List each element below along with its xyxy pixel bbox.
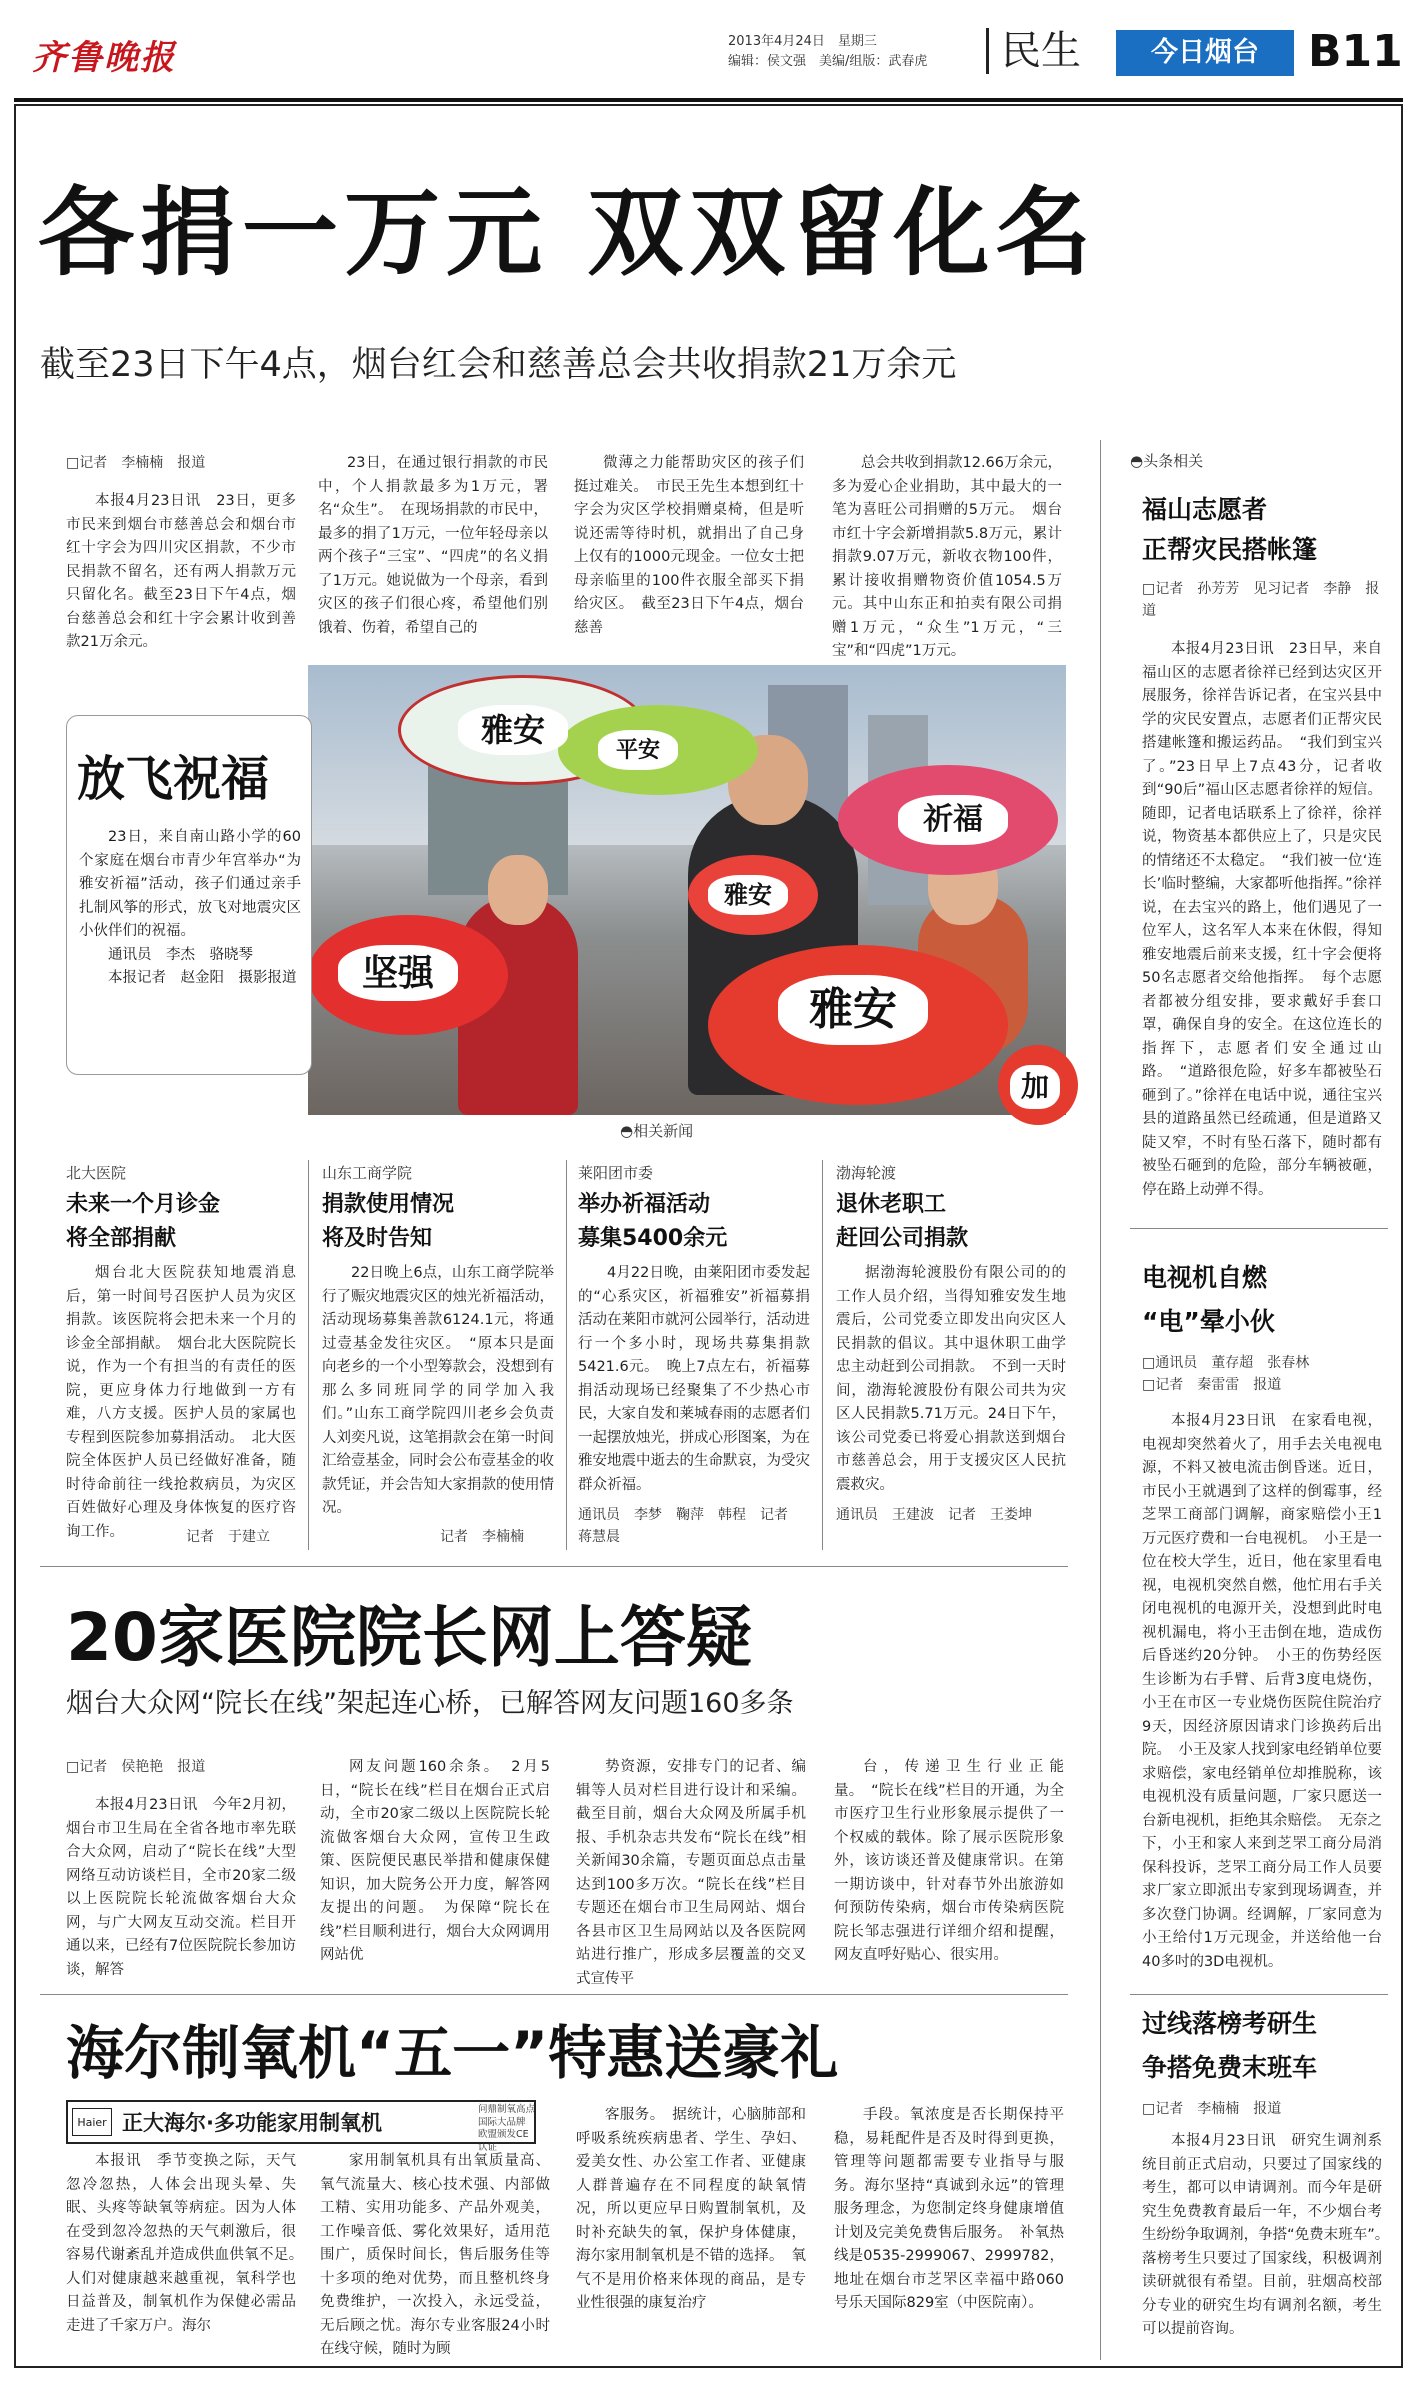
lead-col-2: 23日，在通过银行捐款的市民中，个人捐款最多为1万元，署名“众生”。 在现场捐款的市民中，最多的捐了1万元，一位年轻母亲以两个孩子“三宝”、“四虎”的名义捐了1万元。她说做为一个母亲，看到灾区的孩子们很心疼，希望他们别饿着、伤着，希望自己的 [318,455,548,636]
section-tag: 今日烟台 [1116,30,1294,76]
sidebar-divider [1100,440,1101,2360]
sidebar-rule-1 [1130,1228,1388,1229]
sidebar-story-byline: □通讯员 董存超 张春林 [1142,1355,1310,1371]
brief-title: 未来一个月诊金 将全部捐献 [66,1192,221,1251]
sidebar-story-byline: □记者 李楠楠 报道 [1142,2101,1282,2117]
kite-photo [308,665,1066,1115]
editor-credits: 编辑：侯文强 美编/组版：武春虎 [728,54,928,69]
ad-slogan: 问鼎制氧高点 国际大品牌 欧盟颁发CE认证 [478,2104,536,2153]
feature-box [66,715,312,1075]
feature-credit-2: 本报记者 赵金阳 摄影报道 [108,970,297,986]
brief-kicker: 山东工商学院 [322,1164,413,1182]
kite-word-1: 雅安 [458,705,568,755]
sidebar-story-byline: □记者 孙芳芳 见习记者 李静 报道 [1142,581,1380,619]
kite-word-7: 加 [1010,1065,1060,1109]
newspaper-logo: 齐鲁晚报 [32,38,176,78]
hospital-headline: 20家医院院长网上答疑 [66,1599,752,1676]
feature-title: 放飞祝福 [77,751,270,807]
brief-text: 烟台北大医院获知地震消息后，第一时间号召医护人员为灾区捐款。该医院将会把未来一个月的诊金全部捐献。 烟台北大医院院长说，作为一个有担当的有责任的医院，更应身体力行地做到一方有难，八方支援。医护人员的家属也专程到医院参加募捐活动。 北大医院全体医护人员已经做好准备，随时待命前往一线抢救病员，为灾区百姓做好心理及身体恢复的医疗咨询工作。 [66,1265,296,1540]
haier-col-1: 本报讯 季节变换之际，天气忽冷忽热，人体会出现头晕、失眠、头疼等缺氧等病症。因为人体在受到忽冷忽热的天气刺激后，很容易代谢紊乱并造成供血供氧不足。 人们对健康越来越重视，氧科学也日益普及，制氧机作为保健必需品走进了千家万户。海尔 [66,2153,311,2334]
brief-text: 22日晚上6点，山东工商学院举行了赈灾地震灾区的烛光祈福活动，活动现场募集善款6124.1元，将通过壹基金发往灾区。 “原本只是面向老乡的一个小型筹款会，没想到有那么多同班同学的同学加入我们。”山东工商学院四川老乡会负责人刘奕凡说，这笔捐款会在第一时间汇给壹基金，同时会公布壹基金的收款凭证，并会告知大家捐款的使用情况。 [322,1265,554,1516]
hospital-subhead: 烟台大众网“院长在线”架起连心桥，已解答网友问题160多条 [66,1688,794,1719]
page-number: B11 [1308,26,1403,77]
brief-text: 4月22日晚，由莱阳团市委发起的“心系灾区，祈福雅安”祈福募捐活动在莱阳市就河公园举行，活动进行一个多小时，现场共募集捐款5421.6元。 晚上7点左右，祈福募捐活动现场已经聚集了不少热心市民，大家自发和莱城春雨的志愿者们一起摆放烛光，拼成心形图案，为在雅安地震中逝去的生命默哀，为受灾群众祈福。 [578,1265,810,1493]
brief-divider-3 [822,1160,823,1550]
sidebar-story-title: 福山志愿者 正帮灾民搭帐篷 [1142,495,1318,564]
sidebar-story-text: 本报4月23日讯 在家看电视，电视却突然着火了，用手去关电视电源，不料又被电流击倒昏迷。近日，市民小王就遇到了这样的倒霉事，经芝罘工商部门调解，商家赔偿小王1万元医疗费和一台电视机。 小王是一位在校大学生，近日，他在家里看电视，电视机突然自燃，他忙用右手关闭电视机的电源开关，没想到此时电视机漏电，将小王击倒在地，造成伤后昏迷约20分钟。 小王的伤势经医生诊断为右手臂、后背3度电烧伤，小王在市区一专业烧伤医院住院治疗9天，因经济原因请求门诊换药后出院。 小王及家人找到家电经销单位要求赔偿，家电经销单位却推脱称，该电视机没有质量问题，厂家只愿送一台新电视机，拒绝其余赔偿。 无奈之下，小王和家人来到芝罘工商分局消保科投诉，芝罘工商分局工作人员要求厂家立即派出专家到现场调查，并多次登门协调。经调解，厂家同意为小王给付1万元现金，并送给他一台40多吋的3D电视机。 [1142,1413,1382,1970]
related-news-label: ◓相关新闻 [620,1122,694,1140]
brief-kicker: 渤海轮渡 [836,1164,897,1182]
lead-byline: □记者 李楠楠 报道 [66,455,206,471]
brief-title: 举办祈福活动 募集5400余元 [578,1192,728,1251]
hospital-col-2: 网友问题160余条。 2月5日，“院长在线”栏目在烟台正式启动，全市20家二级以上医院院长轮流做客烟台大众网，宣传卫生政策、医院便民惠民举措和健康保健知识，加大院务公开力度，解答网友提出的问题。 为保障“院长在线”栏目顺利进行，烟台大众网调用网站优 [320,1759,550,1963]
sidebar-rule-2 [1130,1994,1388,1995]
sidebar-story-title: 过线落榜考研生 争搭免费末班车 [1142,2009,1318,2082]
lead-col-1: 本报4月23日讯 23日，更多市民来到烟台市慈善总会和烟台市红十字会为四川灾区捐款，不少市民捐款不留名，还有两人捐款万元只留化名。截至23日下午4点，烟台慈善总会和红十字会累计收到善款21万余元。 [66,493,296,650]
brief-text: 据渤海轮渡股份有限公司的的工作人员介绍，当得知雅安发生地震后，公司党委立即发出向灾区人民捐款的倡议。其中退休职工曲学忠主动赶到公司捐款。 不到一天时间，渤海轮渡股份有限公司共为灾区人民捐款5.71万元。24日下午，该公司党委已将爱心捐款送到烟台市慈善总会，用于支援灾区人民抗震救灾。 [836,1265,1066,1493]
haier-col-2: 家用制氧机具有出氧质量高、氧气流量大、核心技术强、内部做工精、实用功能多、产品外观美，工作噪音低、雾化效果好，适用范围广，质保时间长，售后服务佳等十多项的绝对优势，而且整机终身免费维护，一次投入，永远受益，无后顾之忧。海尔专业客服24小时在线守候，随时为顾 [320,2153,550,2357]
sidebar-kicker: ◓头条相关 [1130,452,1204,470]
haier-logo: Haier [72,2108,112,2136]
sidebar-story-text: 本报4月23日讯 研究生调剂系统目前正式启动，只要过了国家线的考生，都可以申请调剂。而今年是研究生免费教育最后一年，不少烟台考生纷纷争取调剂，争搭“免费末班车”。 落榜考生只要过了国家线，积极调剂读研就很有希望。目前，驻烟高校部分专业的研究生均有调剂名额，考生可以提前咨询。 [1142,2133,1397,2337]
ad-title: 正大海尔·多功能家用制氧机 [122,2111,382,2135]
kite-word-3: 祈福 [898,795,1008,845]
kite-word-6: 雅安 [778,975,928,1045]
feature-text: 23日，来自南山路小学的60个家庭在烟台市青少年宫举办“为雅安祈福”活动，孩子们通过亲手扎制风筝的形式，放飞对地震灾区小伙伴们的祝福。 通讯员 李杰 骆晓琴 本报记者 赵金阳 摄影报道 [79,826,301,991]
kite-word-4: 雅安 [708,875,788,915]
masthead [18,18,1403,84]
haier-col-4: 手段。氧浓度是否长期保持平稳，易耗配件是否及时得到更换，管理等问题都需要专业指导与服务。海尔坚持“真诚到永远”的管理服务理念，为您制定终身健康增值计划及完美免费售后服务。 补氧热线是0535-2999067、2999782，地址在烟台市芝罘区幸福中路060号乐天国际829室（中医院南）。 [834,2107,1064,2311]
haier-headline: 海尔制氧机“五一”特惠送豪礼 [66,2019,839,2087]
brief-title: 捐款使用情况 将及时告知 [322,1192,455,1251]
kite-word-5: 坚强 [338,945,458,1001]
hospital-col-1: 本报4月23日讯 今年2月初，烟台市卫生局在全省各地市率先联合大众网，启动了“院长在线”大型网络互动访谈栏目，全市20家二级以上医院院长轮流做客烟台大众网，与广大网友互动交流。栏目开通以来，已经有7位医院院长参加访谈，解答 [66,1797,296,1978]
brief-kicker: 北大医院 [66,1164,127,1182]
brief-credit: 记者 于建立 [186,1529,270,1545]
brief-divider-2 [566,1160,567,1550]
brief-title: 退休老职工 赶回公司捐款 [836,1192,969,1251]
brief-credit: 记者 李楠楠 [440,1529,524,1545]
masthead-rule [14,98,1403,102]
hospital-col-3: 势资源，安排专门的记者、编辑等人员对栏目进行设计和采编。截至目前，烟台大众网及所属手机报、手机杂志共发布“院长在线”相关新闻30余篇，专题页面总点击量达到100多万次。“院长在线”栏目专题还在烟台市卫生局网站、烟台各县市区卫生局网站以及各医院网站进行推广，形成多层覆盖的交叉式宣传平 [576,1759,806,1987]
brief-divider-1 [308,1160,309,1550]
hospital-col-4: 台，传递卫生行业正能量。 “院长在线”栏目的开通，为全市医疗卫生行业形象展示提供了一个权威的载体。除了展示医院形象外，该访谈还普及健康常识。在第一期访谈中，针对春节外出旅游如何预防传染病，烟台市传染病医院院长邹志强进行详细介绍和提醒，网友直呼好贴心、很实用。 [834,1759,1064,1963]
lead-subhead: 截至23日下午4点，烟台红会和慈善总会共收捐款21万余元 [40,345,957,385]
lead-headline: 各捐一万元 双双留化名 [38,177,1098,289]
section-name: 民生 [986,28,1081,74]
hospital-byline: □记者 侯艳艳 报道 [66,1759,206,1775]
section-rule-1 [40,1566,1068,1567]
issue-date: 2013年4月24日 星期三 [728,34,877,49]
brief-credit: 通讯员 李梦 鞠萍 韩程 记者 蒋慧晨 [578,1507,802,1545]
brief-kicker: 莱阳团市委 [578,1164,654,1182]
issue-meta [728,32,927,72]
lead-col-4: 总会共收到捐款12.66万余元，多为爱心企业捐助，其中最大的一笔为喜旺公司捐赠的5万元。 烟台市红十字会新增捐款5.8万元，累计捐款9.07万元，新收衣物100件，累计接收捐赠物资价值1054.5万元。其中山东正和拍卖有限公司捐赠1万元，“众生”1万元，“三宝”和“四虎”1万元。 [832,455,1063,659]
lead-col-3: 微薄之力能帮助灾区的孩子们挺过难关。 市民王先生本想到红十字会为灾区学校捐赠桌椅，但是听说还需等待时机，就捐出了自己身上仅有的1000元现金。一位女士把母亲临里的100件衣服全部买下捐给灾区。 截至23日下午4点，烟台慈善 [574,455,804,636]
feature-credit-1: 通讯员 李杰 骆晓琴 [108,946,253,963]
kite-word-2: 平安 [598,730,678,770]
sidebar-story-title: 电视机自燃 “电”晕小伙 [1142,1263,1275,1336]
haier-col-3: 客服务。 据统计，心脑肺部和呼吸系统疾病患者、学生、孕妇、爱美女性、办公室工作者、亚健康人群普遍存在不同程度的缺氧情况，所以更应早日购置制氧机，及时补充缺失的氧，保护身体健康，海尔家用制氧机是不错的选择。 氧气不是用价格来体现的商品，是专业性很强的康复治疗 [576,2107,806,2311]
section-rule-2 [40,1994,1068,1995]
brief-credit: 通讯员 王建波 记者 王娄坤 [836,1507,1032,1523]
sidebar-story-text: 本报4月23日讯 23日早，来自福山区的志愿者徐祥已经到达灾区开展服务，徐祥告诉记者，在宝兴县中学的灾民安置点，志愿者们正帮灾民搭建帐篷和搬运药品。 “我们到宝兴了。”23日早上7点43分，记者收到“90后”福山区志愿者徐祥的短信。随即，记者电话联系上了徐祥，徐祥说，物资基本都供应上了，只是灾民的情绪还不太稳定。 “我们被一位‘连长’临时整编，大家都听他指挥。”徐祥说，在去宝兴的路上，他们遇见了一位军人，这名军人本来在休假，得知雅安地震后前来支援，红十字会便将50名志愿者交给他指挥。 每个志愿者都被分组安排，要求戴好手套口罩，确保自身的安全。在这位连长的指挥下，志愿者们安全通过山路。 “道路很危险，好多车都被坠石砸到了。”徐祥在电话中说，通往宝兴县的道路虽然已经疏通，但是道路又陡又窄，不时有坠石落下，随时都有被坠石砸到的危险，部分车辆被砸，停在路上动弹不得。 [1142,641,1382,1198]
ad-banner [66,2100,536,2153]
sidebar-story-byline: □记者 秦雷雷 报道 [1142,1377,1282,1393]
